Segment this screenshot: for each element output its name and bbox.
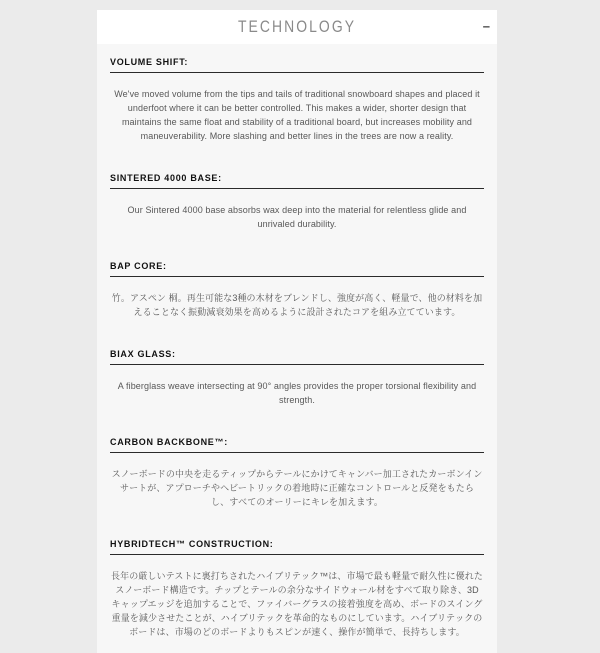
section-body: スノーボードの中央を走るティップからテールにかけてキャンバー加工されたカーボンインサートが、アプローチやヘビートリックの着地時に正確なコントロールと反発をもたらし、すべてのオーリーにキレを加えます。 (111, 469, 483, 507)
section-heading: SINTERED 4000 BASE: (110, 173, 484, 189)
tech-section-volume-shift (110, 57, 484, 143)
technology-content (97, 44, 497, 653)
section-heading: CARBON BACKBONE™: (110, 437, 484, 453)
tech-section-hybridtech-construction (110, 539, 484, 639)
technology-panel (97, 0, 497, 637)
section-heading: BIAX GLASS: (110, 349, 484, 365)
technology-accordion-header[interactable] (97, 10, 497, 44)
section-body: We've moved volume from the tips and tails of traditional snowboard shapes and placed it underfoot where it can be better controlled. This makes a wider, shorter design that maintains the same float and stability of a traditional board, but increases mobility and maneuverability. More slashing and better lines in the trees are now a reality. (114, 89, 480, 141)
section-heading: HYBRIDTECH™ CONSTRUCTION: (110, 539, 484, 555)
section-body: A fiberglass weave intersecting at 90° angles provides the proper torsional flexibility and strength. (117, 381, 477, 405)
section-body: Our Sintered 4000 base absorbs wax deep into the material for relentless glide and unrivaled durability. (127, 205, 467, 229)
minus-collapse-icon[interactable]: – (482, 18, 490, 34)
tech-section-carbon-backbone (110, 437, 484, 509)
section-heading: BAP CORE: (110, 261, 484, 277)
tech-section-sintered-base (110, 173, 484, 231)
accordion-title: TECHNOLOGY (237, 17, 357, 36)
section-body: 竹。アスペン 桐。再生可能な3種の木材をブレンドし、強度が高く、軽量で、他の材料を加えることなく振動減衰効果を高めるように設計されたコアを組み立てています。 (111, 293, 483, 317)
tech-section-bap-core (110, 261, 484, 319)
section-heading: VOLUME SHIFT: (110, 57, 484, 73)
tech-section-biax-glass (110, 349, 484, 407)
section-body: 長年の厳しいテストに裏打ちされたハイブリテック™は、市場で最も軽量で耐久性に優れたスノーボード構造です。チップとテールの余分なサイドウォール材をすべて取り除き、3Dキャップエッジを追加することで、ファイバーグラスの接着強度を高め、ボードのスイング重量を減少させたことが、ハイブリテックを革命的なものにしています。ハイブリテックのボードは、市場のどのボードよりもスピンが速く、操作が簡単で、長持ちします。 (111, 571, 483, 637)
